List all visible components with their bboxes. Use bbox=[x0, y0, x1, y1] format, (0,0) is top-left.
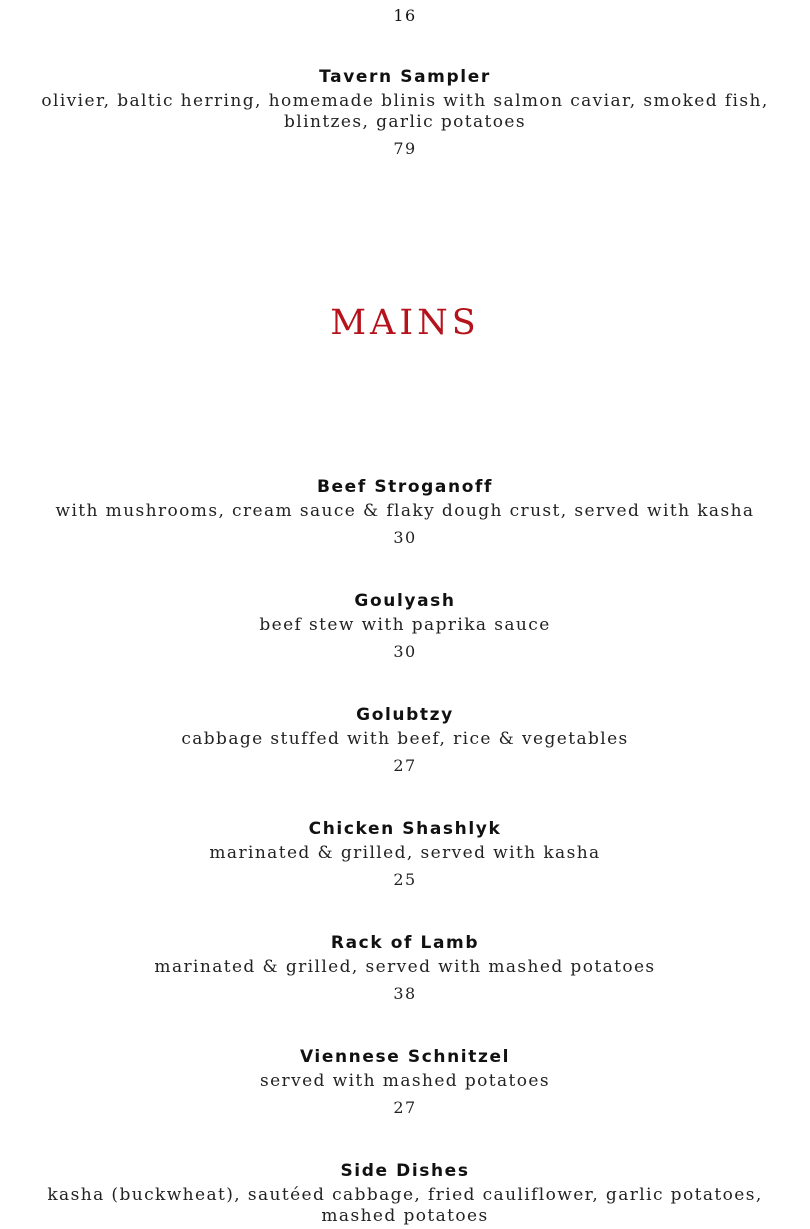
item-price: 30 bbox=[393, 642, 417, 661]
item-description: served with mashed potatoes bbox=[259, 1071, 551, 1091]
menu-item-beef-stroganoff bbox=[20, 476, 790, 548]
item-name: Goulyash bbox=[354, 591, 456, 611]
item-name: Viennese Schnitzel bbox=[299, 1047, 511, 1067]
item-price: 27 bbox=[393, 756, 417, 775]
item-name: Tavern Sampler bbox=[319, 67, 491, 87]
item-description: beef stew with paprika sauce bbox=[259, 615, 551, 635]
menu-item-chicken-shashlyk bbox=[20, 818, 790, 890]
item-name: Side Dishes bbox=[340, 1161, 470, 1181]
item-description: marinated & grilled, served with mashed potatoes bbox=[154, 957, 656, 977]
item-description: olivier, baltic herring, homemade blinis with salmon caviar, smoked fish, blintzes, garlic potatoes bbox=[41, 91, 769, 132]
item-price: 30 bbox=[393, 528, 417, 547]
menu-item-goulyash bbox=[20, 590, 790, 662]
item-price: 38 bbox=[393, 984, 417, 1003]
item-description: with mushrooms, cream sauce & flaky dough crust, served with kasha bbox=[55, 501, 755, 521]
menu-item-rack-of-lamb bbox=[20, 932, 790, 1004]
menu-item-tavern-sampler bbox=[20, 66, 790, 159]
item-name: Beef Stroganoff bbox=[317, 477, 493, 497]
section-title-mains: MAINS bbox=[330, 303, 480, 343]
item-name: Rack of Lamb bbox=[330, 933, 480, 953]
item-name: Golubtzy bbox=[356, 705, 454, 725]
menu-item-golubtzy bbox=[20, 704, 790, 776]
item-description: cabbage stuffed with beef, rice & vegetables bbox=[181, 729, 629, 749]
item-price: 79 bbox=[393, 139, 417, 158]
item-description: marinated & grilled, served with kasha bbox=[209, 843, 601, 863]
menu-item-side-dishes bbox=[20, 1160, 790, 1227]
item-description: kasha (buckwheat), sautéed cabbage, fried cauliflower, garlic potatoes, mashed potatoes bbox=[47, 1185, 763, 1226]
item-price: 16 bbox=[393, 6, 417, 25]
item-name: Chicken Shashlyk bbox=[308, 819, 502, 839]
item-price: 27 bbox=[393, 1098, 417, 1117]
item-price: 25 bbox=[393, 870, 417, 889]
menu-item-viennese-schnitzel bbox=[20, 1046, 790, 1118]
